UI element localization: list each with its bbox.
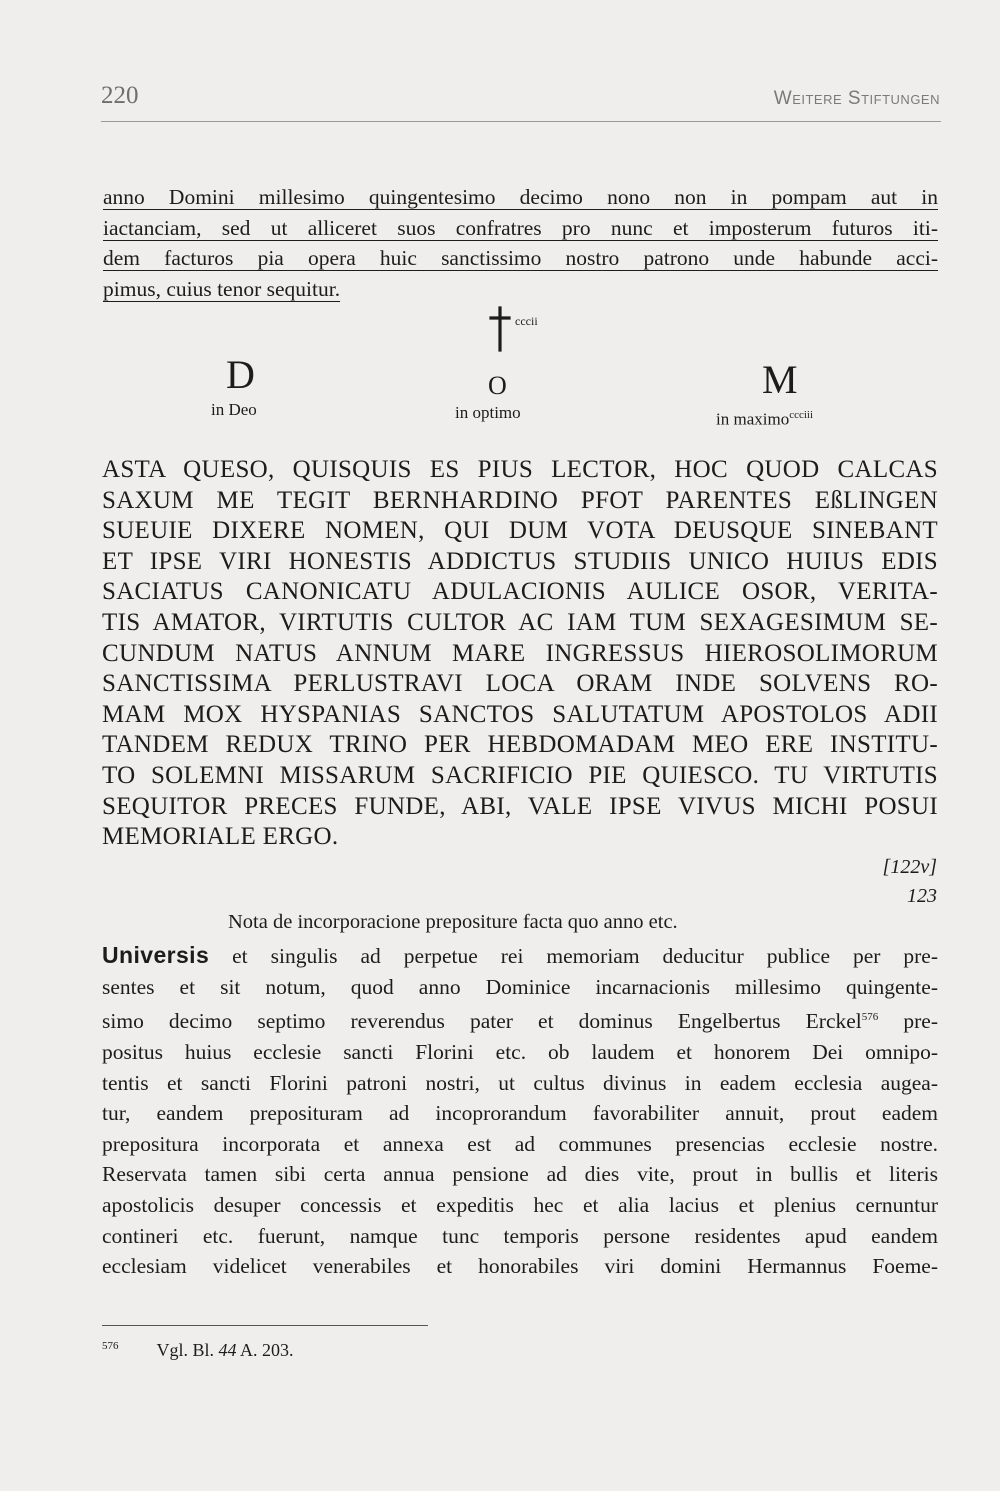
label-in-deo: in Deo — [211, 400, 257, 419]
body-line: apostolicis desuper concessis et expeditis hec et alia lacius et plenius cernuntur — [102, 1192, 938, 1217]
footnote-prefix: Vgl. Bl. — [156, 1340, 219, 1360]
footnote-suffix: A. 203. — [236, 1340, 294, 1360]
inscription-line: SEQUITOR PRECES FUNDE, ABI, VALE IPSE VIVUS MICHI POSUI — [102, 792, 938, 820]
inscription-text — [102, 455, 938, 853]
inscription-line: CUNDUM NATUS ANNUM MARE INGRESSUS HIEROSOLIMORUM — [102, 639, 938, 667]
footnote-number: 576 — [102, 1340, 119, 1352]
label-in-maximo — [716, 409, 813, 430]
inscription-line: SANCTISSIMA PERLUSTRAVI LOCA ORAM INDE SOLVENS RO- — [102, 670, 938, 698]
document-heading: Nota de incorporacione prepositure facta quo anno etc. — [228, 911, 678, 933]
intro-line: iactanciam, sed ut alliceret suos confratres pro nunc et imposterum futuros iti- — [103, 215, 938, 240]
document-body — [102, 940, 938, 1282]
footnote-rule — [102, 1325, 428, 1326]
footnote-marker: 576 — [861, 1011, 879, 1024]
body-line: contineri etc. fuerunt, namque tunc temporis persone residentes apud eandem — [102, 1223, 938, 1248]
page-number: 220 — [101, 82, 139, 109]
intro-line: anno Domini millesimo quingentesimo decimo nono non in pompam aut in — [103, 185, 938, 209]
body-line: positus huius ecclesie sancti Florini etc. ob laudem et honorem Dei omnipo- — [102, 1039, 938, 1064]
inscription-line: SAXUM ME TEGIT BERNHARDINO PFOT PARENTES EßLINGEN — [102, 486, 938, 514]
body-line-after-note: pre- — [878, 1009, 938, 1034]
intro-line: pimus, cuius tenor sequitur. — [103, 276, 341, 301]
body-line-rest: et singulis ad perpetue rei memoriam deducitur publice per pre- — [209, 944, 938, 968]
cross-icon — [488, 306, 512, 352]
body-line: tur, eandem preposituram ad incoprorandum favorabiliter annuit, prout eadem — [102, 1101, 938, 1126]
intro-paragraph — [103, 182, 938, 304]
body-line: tentis et sancti Florini patroni nostri, ut cultus divinus in eadem ecclesia augea- — [102, 1070, 938, 1095]
body-line: ecclesiam videlicet venerabiles et honorabiles viri domini Hermannus Foeme- — [102, 1254, 938, 1279]
folio-reference: [122v] — [882, 856, 937, 878]
footnote-volume: 44 — [218, 1340, 237, 1360]
header-rule — [101, 121, 941, 122]
inscription-line: SACIATUS CANONICATU ADULACIONIS AULICE OSOR, VERITA- — [102, 578, 938, 606]
intro-line: dem facturos pia opera huic sanctissimo nostro patrono unde habunde acci- — [103, 246, 938, 270]
inscription-line: TIS AMATOR, VIRTUTIS CULTOR AC IAM TUM SEXAGESIMUM SE- — [102, 608, 938, 636]
label-in-maximo-text: in maximo — [716, 409, 790, 429]
initial-word: Universis — [102, 942, 210, 968]
inscription-line: ASTA QUESO, QUISQUIS ES PIUS LECTOR, HOC QUOD CALCAS — [102, 456, 938, 483]
body-line — [102, 940, 938, 972]
inscription-line: ET IPSE VIRI HONESTIS ADDICTUS STUDIIS UNICO HUIUS EDIS — [102, 547, 938, 575]
letter-d: D — [226, 352, 255, 397]
running-head: Weitere Stiftungen — [773, 88, 940, 109]
inscription-line: SUEUIE DIXERE NOMEN, QUI DUM VOTA DEUSQUE SINEBANT — [102, 517, 938, 545]
body-line: prepositura incorporata et annexa est ad communes presencias ecclesie nostre. — [102, 1131, 938, 1156]
label-in-optimo: in optimo — [455, 403, 521, 422]
body-line: Reservata tamen sibi certa annua pensione ad dies vite, prout in bullis et literis — [102, 1162, 938, 1187]
inscription-line: MAM MOX HYSPANIAS SANCTOS SALUTATUM APOSTOLOS ADII — [102, 700, 938, 728]
cross-note: cccii — [515, 314, 538, 328]
body-line: sentes et sit notum, quod anno Dominice incarnacionis millesimo quingente- — [102, 974, 938, 999]
inscription-line: MEMORIALE ERGO. — [102, 823, 339, 851]
footnote — [102, 1340, 294, 1361]
inscription-line: TO SOLEMNI MISSARUM SACRIFICIO PIE QUIESCO. TU VIRTUTIS — [102, 761, 938, 789]
letter-o: O — [488, 371, 507, 400]
maximo-note: ccciii — [789, 409, 814, 421]
inscription-line: TANDEM REDUX TRINO PER HEBDOMADAM MEO ERE INSTITU- — [102, 731, 938, 759]
body-line — [102, 1002, 938, 1037]
letter-m: M — [762, 357, 798, 402]
entry-number: 123 — [907, 885, 937, 907]
body-line-before-note: simo decimo septimo reverendus pater et dominus Engelbertus Erckel — [102, 1009, 862, 1034]
